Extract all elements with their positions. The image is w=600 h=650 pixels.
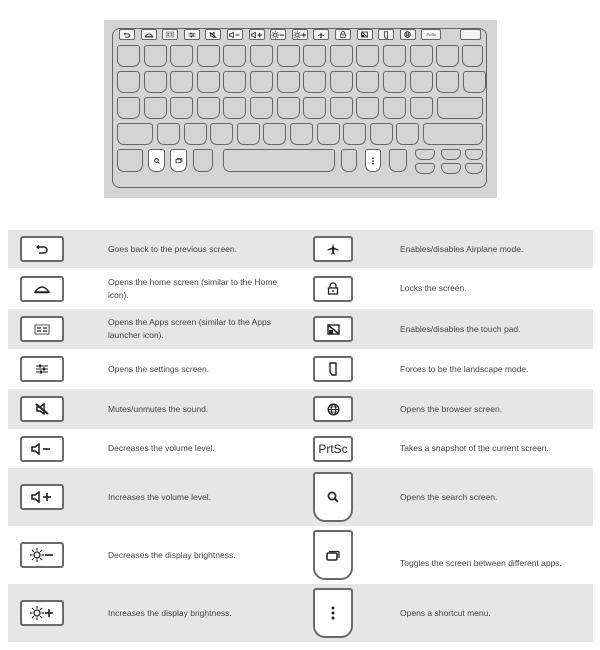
touchpad-description: Enables/disables the touch pad. xyxy=(400,323,521,334)
arrow-key xyxy=(465,149,483,160)
menu-icon xyxy=(331,606,335,620)
alpha-key xyxy=(223,45,246,67)
alpha-key xyxy=(410,97,433,119)
alpha-key xyxy=(144,97,167,119)
alpha-key xyxy=(383,45,406,67)
back-icon xyxy=(35,243,49,255)
search-icon xyxy=(327,491,339,503)
brightness-down-icon xyxy=(30,548,54,562)
switch-apps-description: Toggles the screen between different apps. xyxy=(400,558,562,568)
mute-description: Mutes/unmutes the sound. xyxy=(108,403,209,414)
alpha-key xyxy=(410,45,433,67)
alpha-key xyxy=(436,71,459,93)
fn-key-volume-up xyxy=(249,29,265,40)
alpha-key xyxy=(223,97,246,119)
mute-icon xyxy=(35,403,49,415)
alpha-key xyxy=(356,45,379,67)
alpha-key xyxy=(210,123,233,145)
browser-icon xyxy=(327,403,340,416)
keyboard-body xyxy=(112,28,487,188)
alpha-key xyxy=(463,71,486,93)
enter-key xyxy=(437,97,483,119)
brightness-up-description: Increases the display brightness. xyxy=(108,607,232,618)
browser-key xyxy=(313,396,353,422)
alpha-key xyxy=(237,123,260,145)
table-row xyxy=(8,389,593,429)
touchpad-key xyxy=(313,316,353,342)
shift-right-key xyxy=(423,123,483,145)
fn-key-home xyxy=(141,29,157,40)
alpha-key xyxy=(223,71,246,93)
alpha-key xyxy=(184,123,207,145)
volume-up-icon xyxy=(31,491,53,503)
alpha-key xyxy=(356,71,379,93)
fn-key-settings xyxy=(184,29,200,40)
alpha-key xyxy=(250,71,273,93)
alpha-key xyxy=(170,45,193,67)
settings-key xyxy=(20,356,64,382)
ctrl-key xyxy=(117,149,143,172)
switch-apps-key xyxy=(313,530,353,580)
arrow-key xyxy=(441,149,461,160)
fn-key-back xyxy=(119,29,135,40)
fn-key-landscape xyxy=(378,29,394,40)
apps-description: Opens the Apps screen (similar to the Apps launcher icon). xyxy=(108,317,272,340)
table-row xyxy=(8,526,593,584)
alpha-key xyxy=(303,71,326,93)
alpha-key xyxy=(343,123,366,145)
fn-key-brightness-down xyxy=(270,29,286,40)
home-key xyxy=(20,276,64,302)
back-description: Goes back to the previous screen. xyxy=(108,243,237,254)
alpha-key xyxy=(303,45,326,67)
alpha-key xyxy=(356,97,379,119)
brightness-up-icon xyxy=(30,606,54,620)
alpha-key xyxy=(383,71,406,93)
browser-description: Opens the browser screen. xyxy=(400,403,503,414)
alpha-key xyxy=(170,97,193,119)
alpha-key xyxy=(330,45,353,67)
brightness-up-key xyxy=(20,600,64,626)
mute-key xyxy=(20,396,64,422)
alpha-key xyxy=(117,71,140,93)
prtsc-description: Takes a snapshot of the current screen. xyxy=(400,443,549,453)
alpha-key xyxy=(277,45,300,67)
fn-key-airplane xyxy=(313,29,329,40)
alpha-key xyxy=(170,71,193,93)
alpha-key xyxy=(436,45,459,67)
table-row xyxy=(8,468,593,526)
switch-apps-key xyxy=(170,149,187,172)
table-row xyxy=(8,429,593,468)
airplane-icon xyxy=(327,243,339,255)
alpha-key xyxy=(144,45,167,67)
fn-key-lock xyxy=(335,29,351,40)
menu-description: Opens a shortcut menu. xyxy=(400,607,491,618)
landscape-icon xyxy=(328,362,338,376)
airplane-key xyxy=(313,236,353,262)
apps-icon xyxy=(34,324,50,335)
volume-up-key xyxy=(20,484,64,510)
alpha-key xyxy=(277,97,300,119)
table-row xyxy=(8,584,593,642)
ctrl-right-key xyxy=(389,149,407,172)
volume-up-description: Increases the volume level. xyxy=(108,491,211,502)
alt-key xyxy=(193,149,213,172)
alpha-key xyxy=(370,123,393,145)
back-key xyxy=(20,236,64,262)
arrow-key xyxy=(465,163,483,174)
alpha-key xyxy=(330,97,353,119)
lock-icon xyxy=(327,282,339,295)
home-icon xyxy=(34,284,50,294)
backspace-key xyxy=(462,45,483,67)
airplane-description: Enables/disables Airplane mode. xyxy=(400,243,524,254)
volume-down-description: Decreases the volume level. xyxy=(108,443,215,453)
search-description: Opens the search screen. xyxy=(400,491,498,502)
arrow-key xyxy=(415,163,435,174)
prtsc-label: PrtSc xyxy=(318,441,348,456)
alpha-key xyxy=(290,123,313,145)
alpha-key xyxy=(157,123,180,145)
arrow-key xyxy=(441,163,461,174)
alpha-key xyxy=(263,123,286,145)
alpha-key xyxy=(197,45,220,67)
alpha-key xyxy=(277,71,300,93)
settings-description: Opens the settings screen. xyxy=(108,363,210,374)
brightness-down-description: Decreases the display brightness. xyxy=(108,549,236,560)
volume-down-icon xyxy=(31,443,53,455)
fn-key-volume-down xyxy=(227,29,243,40)
alt-right-key xyxy=(341,149,357,172)
fn-key-mute xyxy=(205,29,221,40)
search-key xyxy=(313,472,353,522)
alpha-key xyxy=(117,45,140,67)
switch-apps-icon xyxy=(326,550,340,561)
fn-key-brightness-up xyxy=(292,29,308,40)
alpha-key xyxy=(117,97,140,119)
fn-key-browser xyxy=(400,29,416,40)
menu-key xyxy=(313,588,353,638)
fn-key-touchpad xyxy=(357,29,373,40)
home-description: Opens the home screen (similar to the Home icon). xyxy=(108,276,278,300)
table-row xyxy=(8,268,593,309)
alpha-key xyxy=(303,97,326,119)
lock-key xyxy=(313,276,353,302)
space-key xyxy=(223,149,335,172)
brightness-down-key xyxy=(20,542,64,568)
touchpad-icon xyxy=(327,324,340,335)
settings-icon xyxy=(35,363,49,375)
fn-key-prtsc: PrtSc xyxy=(421,29,441,40)
alpha-key xyxy=(250,97,273,119)
alpha-key xyxy=(330,71,353,93)
alpha-key xyxy=(410,71,433,93)
landscape-key xyxy=(313,356,353,382)
menu-key xyxy=(365,149,381,172)
shift-left-key xyxy=(117,123,153,145)
keyboard-illustration xyxy=(104,20,497,198)
alpha-key xyxy=(197,97,220,119)
apps-key xyxy=(20,316,64,342)
fn-key-apps xyxy=(162,29,178,40)
alpha-key xyxy=(197,71,220,93)
alpha-key xyxy=(250,45,273,67)
alpha-key xyxy=(144,71,167,93)
search-key xyxy=(148,149,165,172)
volume-down-key xyxy=(20,436,64,462)
arrow-key xyxy=(415,149,435,160)
table-row xyxy=(8,309,593,349)
lock-description: Locks the screen. xyxy=(400,283,467,293)
alpha-key xyxy=(317,123,340,145)
table-row xyxy=(8,230,593,268)
alpha-key xyxy=(396,123,419,145)
landscape-description: Forces to be the landscape mode. xyxy=(400,363,529,374)
fn-key-blank xyxy=(460,29,481,40)
table-row xyxy=(8,349,593,389)
prtsc-key xyxy=(313,436,353,462)
alpha-key xyxy=(383,97,406,119)
